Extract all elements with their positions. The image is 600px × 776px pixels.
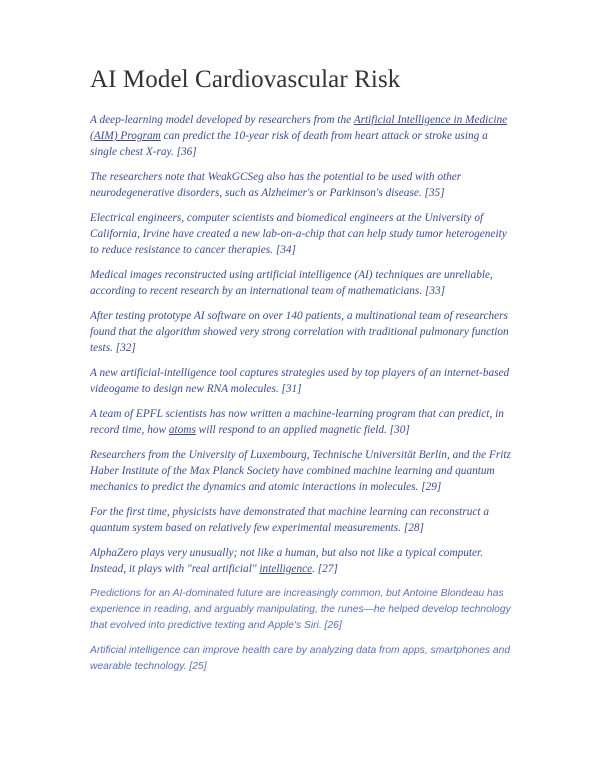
news-item <box>90 504 512 536</box>
news-item-text: After testing prototype AI software on over 140 patients, a multinational team of researchers found that the algorithm showed very strong correlation with traditional pulmonary function tests. [32] <box>90 310 509 354</box>
news-item-text-tail: . [27] <box>312 563 338 575</box>
news-item-text: Researchers from the University of Luxembourg, Technische Universität Berlin, and the Fritz Haber Institute of the Max Planck Society have combined machine learning and quantum mechanics to predict the dynamics and atomic interactions in molecules. [29] <box>90 449 511 493</box>
news-item-text: A new artificial-intelligence tool captures strategies used by top players of an internet-based videogame to design new RNA molecules. [31] <box>90 367 510 395</box>
news-item-link[interactable]: atoms <box>168 424 196 436</box>
news-item-text: The researchers note that WeakGCSeg also has the potential to be used with other neurodegenerative disorders, such as Alzheimer's or Parkinson's disease. [35] <box>90 171 462 199</box>
news-item <box>90 586 512 634</box>
news-item-text: A deep-learning model developed by researchers from the <box>90 114 354 126</box>
news-item <box>90 406 512 438</box>
news-item-text-tail: can predict the 10-year risk of death from heart attack or stroke using a single chest X-ray. [36] <box>90 130 488 158</box>
news-item <box>90 267 512 299</box>
news-item <box>90 545 512 577</box>
news-item-text: For the first time, physicists have demonstrated that machine learning can reconstruct a quantum system based on relatively few experimental measurements. [28] <box>90 506 489 534</box>
news-item-text: Medical images reconstructed using artificial intelligence (AI) techniques are unreliable, according to recent research by an international team of mathematicians. [33] <box>90 269 493 297</box>
news-item <box>90 112 512 160</box>
news-item-text: A team of EPFL scientists has now written a machine-learning program that can predict, in record time, how <box>90 408 504 436</box>
news-item-text: Predictions for an AI-dominated future are increasingly common, but Antoine Blondeau has experience in reading, and arguably manipulating, the runes—he helped develop technology that evolved into predictive texting and Apple's Siri. [26] <box>90 588 511 631</box>
news-item <box>90 447 512 495</box>
news-item <box>90 643 512 675</box>
news-item-text: Electrical engineers, computer scientists and biomedical engineers at the University of California, Irvine have created a new lab-on-a-chip that can help study tumor heterogeneity to reduce resistance to cancer therapies. [34] <box>90 212 507 256</box>
news-item-text-tail: will respond to an applied magnetic field. [30] <box>195 424 410 436</box>
news-item <box>90 169 512 201</box>
news-item-link[interactable]: intelligence <box>259 563 313 575</box>
news-item-link[interactable]: Artificial Intelligence in Medicine (AIM) Program <box>90 114 508 142</box>
news-item <box>90 308 512 356</box>
news-item-text: Artificial intelligence can improve health care by analyzing data from apps, smartphones and wearable technology. [25] <box>90 645 511 672</box>
page-title: AI Model Cardiovascular Risk <box>90 66 401 93</box>
news-item-text: AlphaZero plays very unusually; not like a human, but also not like a typical computer. Instead, it plays with "real artificial" <box>90 547 484 575</box>
news-item-list <box>90 112 512 684</box>
news-item <box>90 365 512 397</box>
news-item <box>90 210 512 258</box>
